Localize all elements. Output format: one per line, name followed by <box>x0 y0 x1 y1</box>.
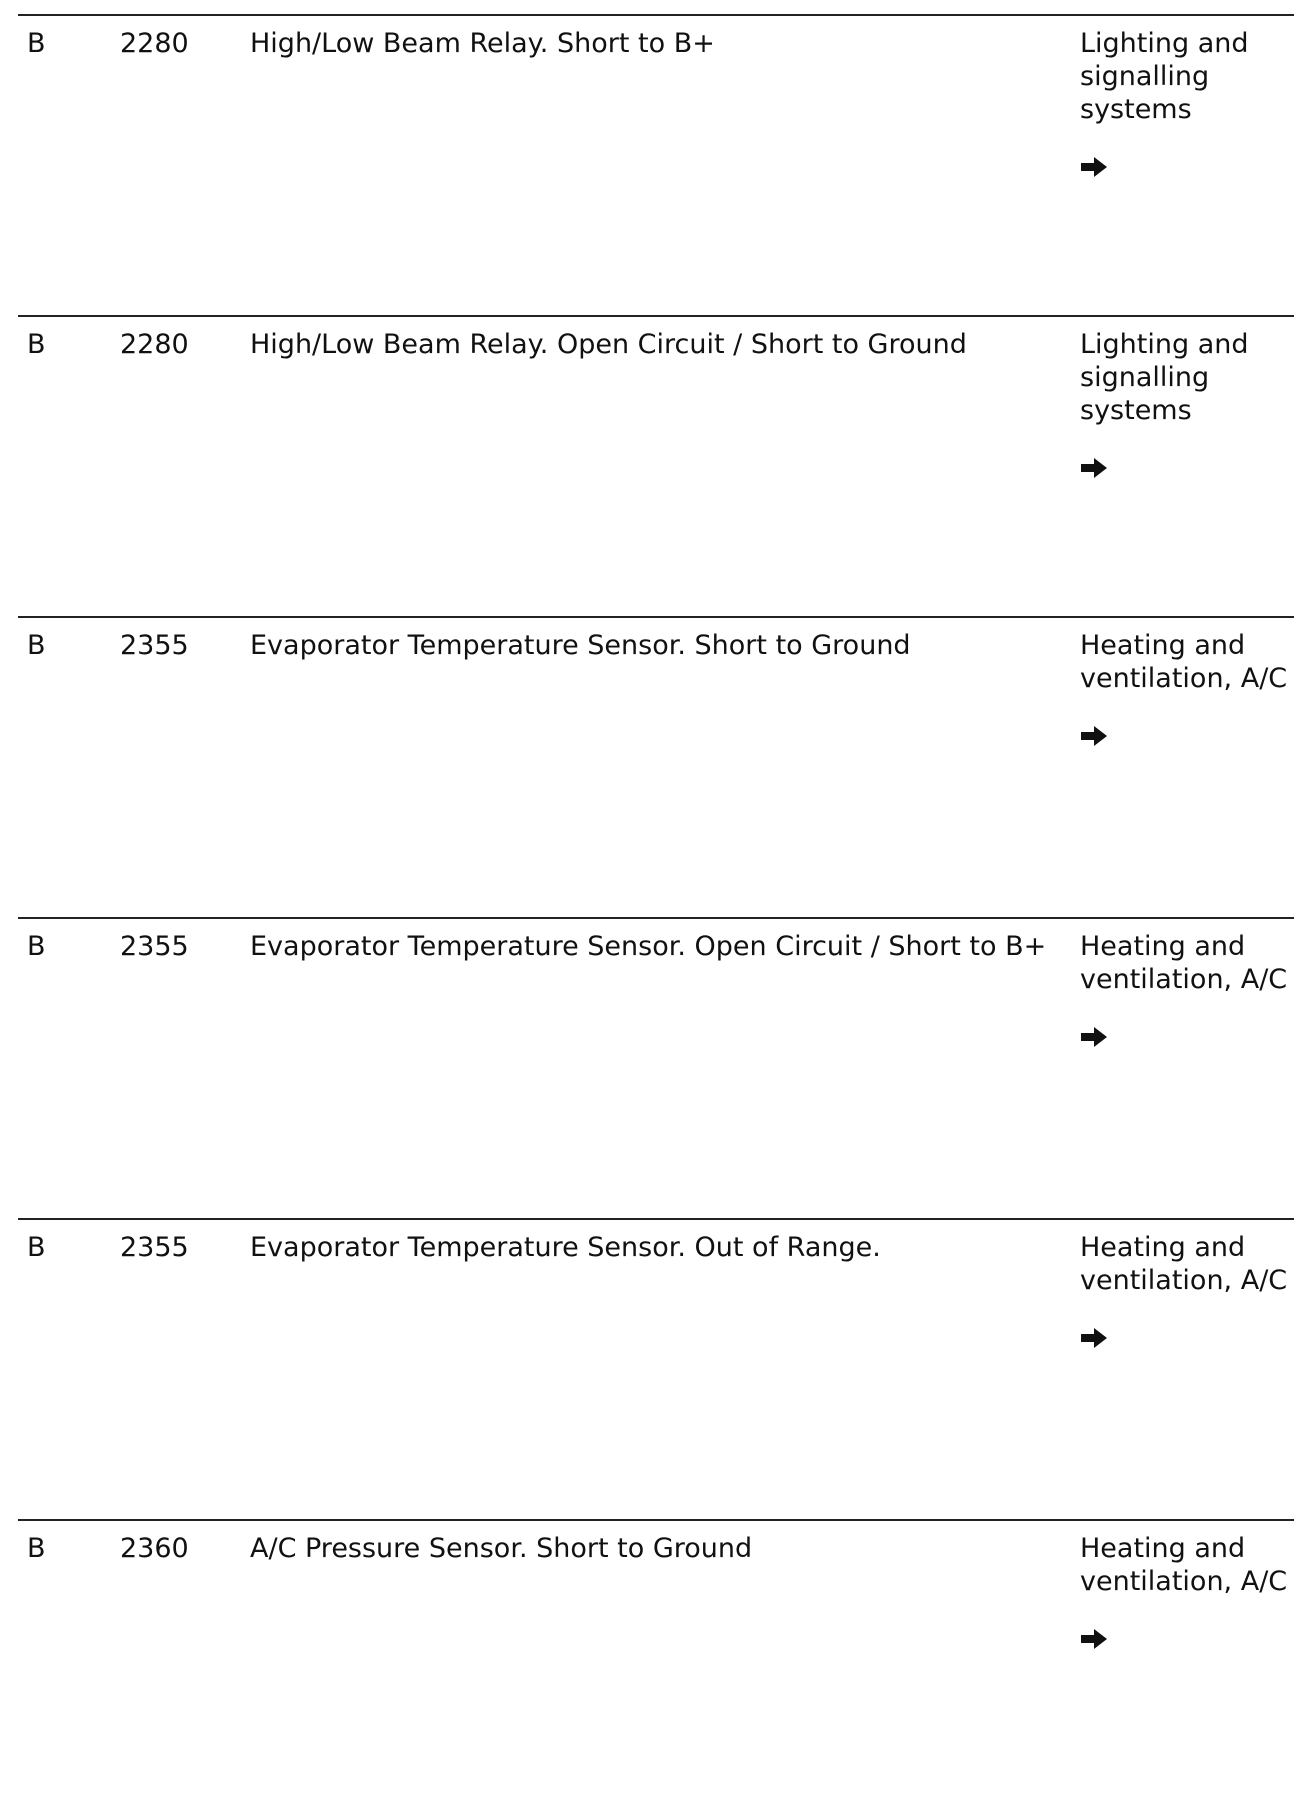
code-description: Evaporator Temperature Sensor. Short to Ground <box>250 630 911 661</box>
system-cell <box>1080 629 1295 747</box>
system-cell <box>1080 1532 1295 1650</box>
system-label: Lighting and signalling systems <box>1080 329 1249 426</box>
system-cell <box>1080 930 1295 1048</box>
table-row <box>18 616 1294 917</box>
code-number: 2280 <box>120 28 189 59</box>
code-number: 2355 <box>120 1232 189 1263</box>
table-row <box>18 917 1294 1218</box>
code-type: B <box>27 1533 46 1564</box>
arrow-right-icon[interactable] <box>1080 1327 1108 1349</box>
system-cell <box>1080 1231 1295 1349</box>
code-type: B <box>27 329 46 360</box>
system-label: Heating and ventilation, A/C <box>1080 931 1288 995</box>
system-label: Lighting and signalling systems <box>1080 28 1249 125</box>
code-type: B <box>27 630 46 661</box>
code-type: B <box>27 1232 46 1263</box>
table-row <box>18 1218 1294 1519</box>
code-description: Evaporator Temperature Sensor. Open Circuit / Short to B+ <box>250 931 1047 962</box>
arrow-right-icon[interactable] <box>1080 156 1108 178</box>
table-row <box>18 315 1294 616</box>
code-number: 2280 <box>120 329 189 360</box>
code-description: High/Low Beam Relay. Short to B+ <box>250 28 715 59</box>
fault-code-table <box>18 14 1294 1820</box>
code-number: 2355 <box>120 630 189 661</box>
system-cell <box>1080 328 1295 479</box>
code-description: Evaporator Temperature Sensor. Out of Range. <box>250 1232 881 1263</box>
arrow-right-icon[interactable] <box>1080 1026 1108 1048</box>
code-number: 2360 <box>120 1533 189 1564</box>
arrow-right-icon[interactable] <box>1080 457 1108 479</box>
code-type: B <box>27 28 46 59</box>
system-cell <box>1080 27 1295 178</box>
table-row <box>18 14 1294 315</box>
system-label: Heating and ventilation, A/C <box>1080 1232 1288 1296</box>
system-label: Heating and ventilation, A/C <box>1080 630 1288 694</box>
table-row <box>18 1519 1294 1820</box>
code-description: A/C Pressure Sensor. Short to Ground <box>250 1533 753 1564</box>
arrow-right-icon[interactable] <box>1080 725 1108 747</box>
system-label: Heating and ventilation, A/C <box>1080 1533 1288 1597</box>
code-description: High/Low Beam Relay. Open Circuit / Short to Ground <box>250 329 967 360</box>
code-type: B <box>27 931 46 962</box>
code-number: 2355 <box>120 931 189 962</box>
arrow-right-icon[interactable] <box>1080 1628 1108 1650</box>
